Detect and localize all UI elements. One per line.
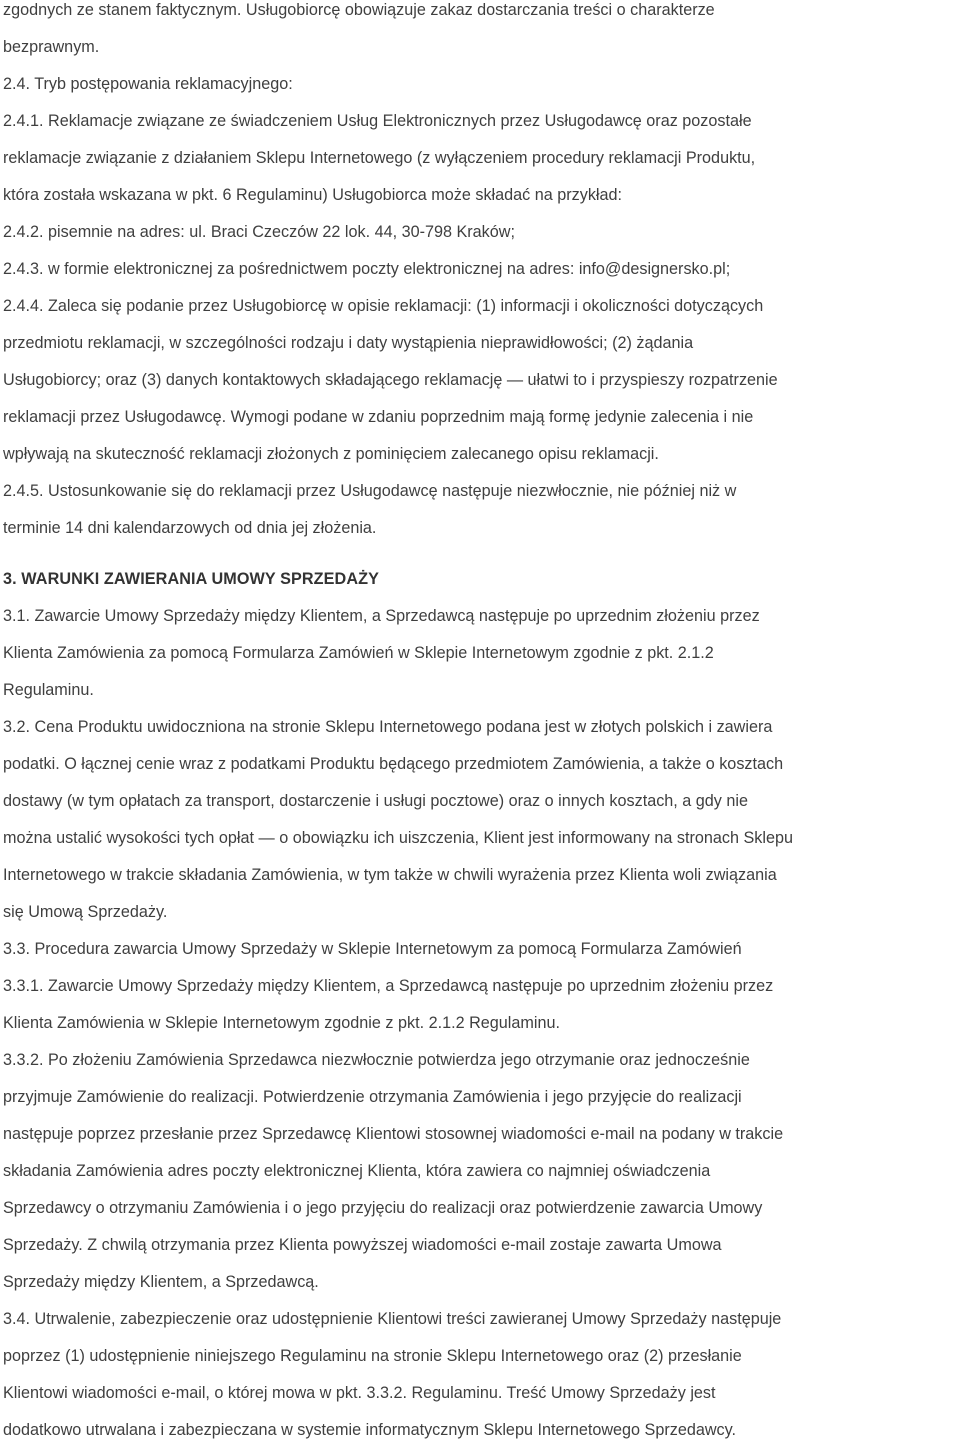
text-line: 3.4. Utrwalenie, zabezpieczenie oraz udostępnienie Klientowi treści zawieranej Umowy Sprzedaży następuje <box>3 1310 782 1328</box>
text-line: reklamacji przez Usługodawcę. Wymogi podane w zdaniu poprzednim mają formę jedynie zalecenia i nie <box>3 408 754 426</box>
text-line: Klientowi wiadomości e-mail, o której mowa w pkt. 3.3.2. Regulaminu. Treść Umowy Sprzedaży jest <box>3 1384 716 1402</box>
text-line: Klienta Zamówienia w Sklepie Internetowym zgodnie z pkt. 2.1.2 Regulaminu. <box>3 1014 560 1032</box>
complaints-section <box>3 0 960 547</box>
text-line: można ustalić wysokości tych opłat — o obowiązku ich uiszczenia, Klient jest informowany na stronach Sklepu <box>3 829 793 847</box>
text-line: 2.4.4. Zaleca się podanie przez Usługobiorcę w opisie reklamacji: (1) informacji i okoliczności dotyczących <box>3 297 764 315</box>
text-line: która została wskazana w pkt. 6 Regulaminu) Usługobiorca może składać na przykład: <box>3 186 623 204</box>
text-line: 2.4.2. pisemnie na adres: ul. Braci Czeczów 22 lok. 44, 30-798 Kraków; <box>3 223 515 241</box>
text-line: 2.4.3. w formie elektronicznej za pośrednictwem poczty elektronicznej na adres: info@designersko.pl; <box>3 260 731 278</box>
text-line: Sprzedaży. Z chwilą otrzymania przez Klienta powyższej wiadomości e-mail zostaje zawarta Umowa <box>3 1236 722 1254</box>
text-line: terminie 14 dni kalendarzowych od dnia jej złożenia. <box>3 519 377 537</box>
text-line: 2.4. Tryb postępowania reklamacyjnego: <box>3 75 293 93</box>
text-line: Usługobiorcy; oraz (3) danych kontaktowych składającego reklamację — ułatwi to i przyspieszy rozpatrzenie <box>3 371 778 389</box>
text-line: przedmiotu reklamacji, w szczególności rodzaju i daty wystąpienia nieprawidłowości; (2) żądania <box>3 334 694 352</box>
text-line: 2.4.5. Ustosunkowanie się do reklamacji przez Usługodawcę następuje niezwłocznie, nie później niż w <box>3 482 737 500</box>
text-line: dostawy (w tym opłatach za transport, dostarczenie i usługi pocztowe) oraz o innych kosztach, a gdy nie <box>3 792 748 810</box>
text-line: 2.4.1. Reklamacje związane ze świadczeniem Usług Elektronicznych przez Usługodawcę oraz pozostałe <box>3 112 752 130</box>
text-line: Sprzedaży między Klientem, a Sprzedawcą. <box>3 1273 319 1291</box>
section-heading: 3. WARUNKI ZAWIERANIA UMOWY SPRZEDAŻY <box>3 570 380 588</box>
text-line: Regulaminu. <box>3 681 94 699</box>
section-spacer <box>3 547 960 561</box>
text-line: Klienta Zamówienia za pomocą Formularza Zamówień w Sklepie Internetowym zgodnie z pkt. 2.1.2 <box>3 644 714 662</box>
text-line: Internetowego w trakcie składania Zamówienia, w tym także w chwili wyrażenia przez Klienta woli związania <box>3 866 777 884</box>
text-line: zgodnych ze stanem faktycznym. Usługobiorcę obowiązuje zakaz dostarczania treści o charakterze <box>3 1 715 19</box>
text-line: wpływają na skuteczność reklamacji złożonych z pominięciem zalecanego opisu reklamacji. <box>3 445 659 463</box>
text-line: 3.1. Zawarcie Umowy Sprzedaży między Klientem, a Sprzedawcą następuje po uprzednim złożeniu przez <box>3 607 760 625</box>
text-line: Sprzedawcy o otrzymaniu Zamówienia i o jego przyjęciu do realizacji oraz potwierdzenie zawarcia Umowy <box>3 1199 763 1217</box>
text-line: 3.3. Procedura zawarcia Umowy Sprzedaży w Sklepie Internetowym za pomocą Formularza Zamówień <box>3 940 742 958</box>
text-line: przyjmuje Zamówienie do realizacji. Potwierdzenie otrzymania Zamówienia i jego przyjęcie do realizacji <box>3 1088 742 1106</box>
text-line: się Umową Sprzedaży. <box>3 903 168 921</box>
text-line: 3.3.2. Po złożeniu Zamówienia Sprzedawca niezwłocznie potwierdza jego otrzymanie oraz jednocześnie <box>3 1051 750 1069</box>
text-line: 3.2. Cena Produktu uwidoczniona na stronie Sklepu Internetowego podana jest w złotych polskich i zawiera <box>3 718 773 736</box>
text-line: dodatkowo utrwalana i zabezpieczana w systemie informatycznym Sklepu Internetowego Sprzedawcy. <box>3 1421 736 1439</box>
text-line: poprzez (1) udostępnienie niniejszego Regulaminu na stronie Sklepu Internetowego oraz (2) przesłanie <box>3 1347 742 1365</box>
text-line: następuje poprzez przesłanie przez Sprzedawcę Klientowi stosownej wiadomości e-mail na podany w trakcie <box>3 1125 784 1143</box>
document-page <box>3 0 960 1449</box>
text-line: 3.3.1. Zawarcie Umowy Sprzedaży między Klientem, a Sprzedawcą następuje po uprzednim złożeniu przez <box>3 977 774 995</box>
sale-contract-section <box>3 598 960 1449</box>
text-line: reklamacje związanie z działaniem Sklepu Internetowego (z wyłączeniem procedury reklamacji Produktu, <box>3 149 756 167</box>
text-line: podatki. O łącznej cenie wraz z podatkami Produktu będącego przedmiotem Zamówienia, a także o kosztach <box>3 755 784 773</box>
text-line: składania Zamówienia adres poczty elektronicznej Klienta, która zawiera co najmniej oświadczenia <box>3 1162 711 1180</box>
text-line: bezprawnym. <box>3 38 100 56</box>
